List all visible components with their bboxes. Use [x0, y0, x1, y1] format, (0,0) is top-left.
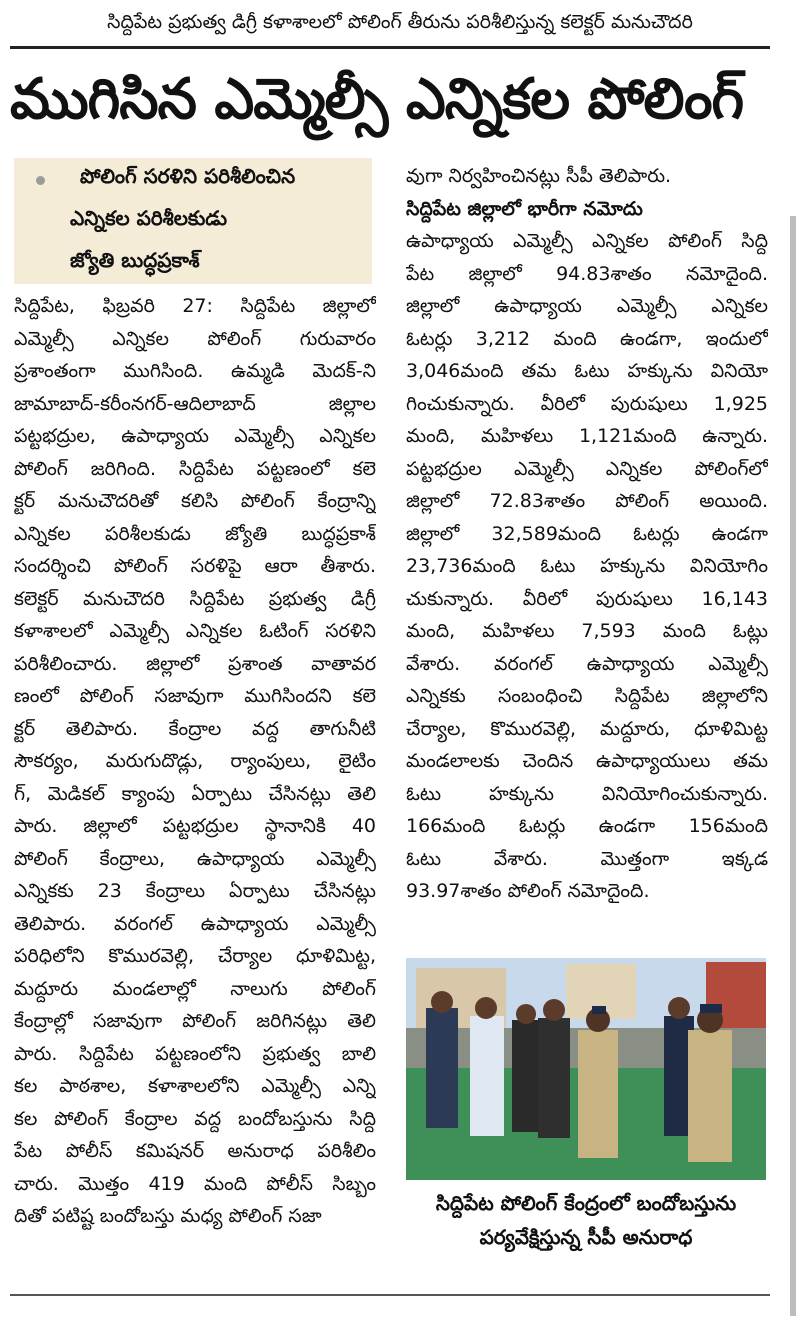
left-column-line: కేంద్రాల్లో సజావుగా పోలింగ్ జరిగినట్లు తెలి — [14, 1010, 376, 1032]
bullet-icon — [36, 176, 45, 185]
right-column-subheading: సిద్దిపేట జిల్లాలో భారీగా నమోదు — [406, 197, 643, 220]
photo-caption-line-2: పర్యవేక్షిస్తున్న సీపీ అనురాధ — [479, 1225, 693, 1249]
left-column-line: క్టర్ తెలిపారు. కేంద్రాల వద్ద తాగునీటి — [14, 717, 376, 740]
left-column-line: ఎన్నికల పరిశీలకుడు జ్యోతి బుద్ధప్రకాశ్ — [14, 522, 376, 545]
right-column-line: గించుకున్నారు. వీరిలో పురుషులు 1,925 — [406, 392, 768, 415]
top-divider — [10, 46, 770, 49]
subhead-box — [14, 158, 372, 284]
photo-caption — [406, 1186, 766, 1254]
right-column-line: మంది, మహిళలు 1,121మంది ఉన్నారు. — [406, 425, 768, 447]
left-column-line: కల పోలింగ్ కేంద్రాల వద్ద బందోబస్తును సిద్ది — [14, 1107, 376, 1130]
right-column-line: వేశారు. వరంగల్ ఉపాధ్యాయ ఎమ్మెల్సీ — [406, 652, 768, 675]
left-column-line: పరిశీలించారు. జిల్లాలో ప్రశాంత వాతావర — [14, 652, 376, 675]
right-column-line: మంది, మహిళలు 7,593 మంది ఓట్లు — [406, 620, 768, 642]
right-column-line: జిల్లాలో 32,589మంది ఓటర్లు ఉండగా — [406, 522, 768, 545]
right-column-line: 3,046మంది తమ ఓటు హక్కును వినియో — [406, 360, 768, 382]
left-column-line: పరిధిలోని కొమురవెల్లి, చేర్యాల ధూళిమిట్ట, — [14, 945, 376, 967]
left-column-line: పేట పోలీస్ కమిషనర్ అనురాధ పరిశీలిం — [14, 1140, 376, 1162]
left-column-line: దితో పటిష్ట బందోబస్తు మధ్య పోలింగ్ సజా — [14, 1205, 322, 1227]
subhead-line-1: పోలింగ్ సరళిని పరిశీలించిన — [80, 164, 296, 188]
right-column-line: జిల్లాలో 72.83శాతం పోలింగ్ అయింది. — [406, 490, 768, 512]
right-column-line: 93.97శాతం పోలింగ్ నమోదైంది. — [406, 880, 650, 902]
right-column-line: పేట జిల్లాలో 94.83శాతం నమోదైంది. — [406, 262, 768, 285]
left-column-line: గ్, మెడికల్ క్యాంపు ఏర్పాటు చేసినట్లు తెలి — [14, 782, 376, 805]
right-column-line: ఓటు హక్కును వినియోగించుకున్నారు. — [406, 782, 768, 805]
right-column-line: ఉపాధ్యాయ ఎమ్మెల్సీ ఎన్నికల పోలింగ్ సిద్ది — [406, 230, 768, 252]
right-column-line: ఎన్నికకు సంబంధించి సిద్దిపేట జిల్లాలోని — [406, 685, 768, 707]
left-column-line: తెలిపారు. వరంగల్ ఉపాధ్యాయ ఎమ్మెల్సీ — [14, 912, 376, 935]
right-column-line: మండలాలకు చెందిన ఉపాధ్యాయులు తమ — [406, 750, 768, 772]
left-column-line: ఎన్నికకు 23 కేంద్రాలు ఏర్పాటు చేసినట్లు — [14, 880, 376, 902]
right-column-line: 166మంది ఓటర్లు ఉండగా 156మంది — [406, 815, 768, 837]
right-column-line: వుగా నిర్వహించినట్లు సీపీ తెలిపారు. — [406, 165, 672, 187]
left-column-line: కల పాఠశాల, కళాశాలలోని ఎమ్మెల్సీ ఎన్ని — [14, 1075, 376, 1097]
left-column-line: ణంలో పోలింగ్ సజావుగా ముగిసిందని కలె — [14, 685, 376, 707]
left-column-line: పోలింగ్ కేంద్రాలు, ఉపాధ్యాయ ఎమ్మెల్సీ — [14, 847, 376, 870]
left-column-line: సిద్దిపేట, ఫిబ్రవరి 27: సిద్దిపేట జిల్లాలో — [14, 295, 376, 317]
article-right-column — [406, 160, 768, 908]
right-column-line: 23,736మంది ఓటు హక్కును వినియోగిం — [406, 555, 768, 577]
article-left-column — [14, 290, 376, 1233]
right-column-line: పట్టభద్రుల ఎమ్మెల్సీ ఎన్నికల పోలింగ్‌లో — [406, 457, 768, 480]
page-edge-strip — [790, 216, 796, 1316]
article-headline: ముగిసిన ఎమ్మెల్సీ ఎన్నికల పోలింగ్ — [10, 67, 744, 132]
left-column-line: మద్దూరు మండలాల్లో నాలుగు పోలింగ్ — [14, 977, 376, 1000]
right-column-line: ఓటు వేశారు. మొత్తంగా ఇక్కడ — [406, 847, 768, 870]
left-column-line: పారు. జిల్లాలో పట్టభద్రుల స్థానానికి 40 — [14, 815, 376, 837]
left-column-line: ప్రశాంతంగా ముగిసింది. ఉమ్మడి మెదక్-ని — [14, 360, 376, 382]
left-column-line: క్టర్ మనుచౌదరితో కలిసి పోలింగ్ కేంద్రాన్ని — [14, 490, 376, 512]
top-photo-caption: సిద్దిపేట ప్రభుత్వ డిగ్రీ కళాశాలలో పోలింగ్ తీరును పరిశీలిస్తున్న కలెక్టర్ మనుచౌదరి — [107, 11, 693, 33]
news-photo — [406, 958, 766, 1180]
police-officers-photo — [406, 958, 766, 1180]
left-column-line: పట్టభద్రుల, ఉపాధ్యాయ ఎమ్మెల్సీ ఎన్నికల — [14, 425, 376, 447]
left-column-line: కలెక్టర్ మనుచౌదరి సిద్దిపేట ప్రభుత్వ డిగ్రీ — [14, 587, 376, 610]
left-column-line: పారు. సిద్దిపేట పట్టణంలోని ప్రభుత్వ బాలి — [14, 1042, 376, 1065]
left-column-line: పోలింగ్ జరిగింది. సిద్దిపేట పట్టణంలో కలె — [14, 457, 376, 480]
left-column-line: సౌకర్యం, మరుగుదొడ్లు, ర్యాంపులు, లైటిం — [14, 750, 376, 772]
subhead-line-2: ఎన్నికల పరిశీలకుడు — [70, 206, 228, 230]
right-column-line: జిల్లాలో ఉపాధ్యాయ ఎమ్మెల్సీ ఎన్నికల — [406, 295, 768, 317]
left-column-line: ఎమ్మెల్సీ ఎన్నికల పోలింగ్ గురువారం — [14, 327, 376, 350]
left-column-line: కళాశాలలో ఎమ్మెల్సీ ఎన్నికల ఓటింగ్ సరళిని — [14, 620, 376, 642]
left-column-line: చారు. మొత్తం 419 మంది పోలీస్ సిబ్బం — [14, 1172, 376, 1195]
right-column-line: చుకున్నారు. వీరిలో పురుషులు 16,143 — [406, 587, 768, 610]
bottom-divider — [10, 1294, 770, 1296]
photo-caption-line-1: సిద్దిపేట పోలింగ్ కేంద్రంలో బందోబస్తును — [435, 1191, 737, 1215]
left-column-line: జామాబాద్-కరీంనగర్-ఆదిలాబాద్ జిల్లాల — [14, 392, 376, 415]
left-column-line: సందర్శించి పోలింగ్ సరళిపై ఆరా తీశారు. — [14, 555, 376, 577]
subhead-line-3: జ్యోతి బుద్ధప్రకాశ్ — [70, 248, 200, 272]
right-column-line: ఓటర్లు 3,212 మంది ఉండగా, ఇందులో — [406, 327, 768, 350]
right-column-line: చేర్యాల, కొమురవెల్లి, మద్దూరు, ధూళిమిట్ట — [406, 717, 768, 740]
